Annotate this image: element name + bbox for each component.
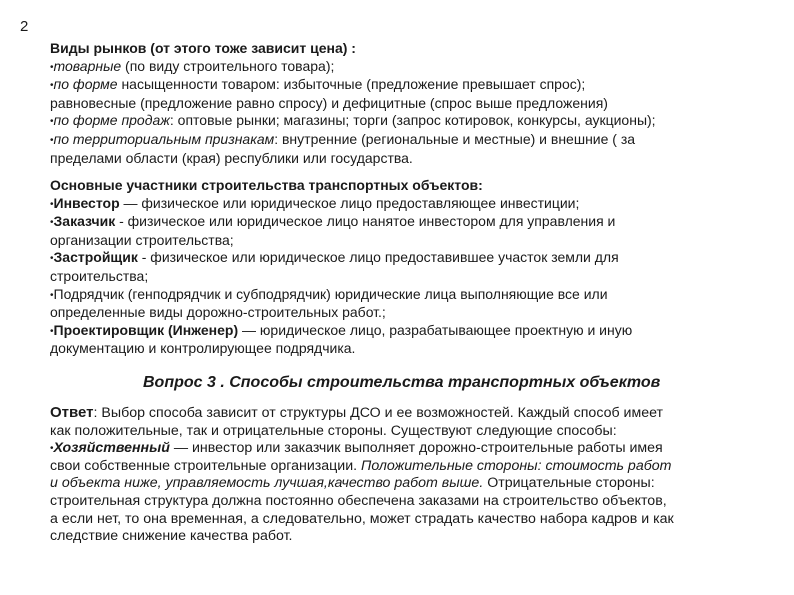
market-types-section: [50, 40, 762, 167]
method-term: Хозяйственный: [53, 440, 170, 457]
answer-line: Ответ: Выбор способа зависит от структуры ДСО и ее возможностей. Каждый способ имеет: [50, 404, 664, 421]
list-item: •Заказчик - физическое или юридическое лицо нанятое инвестором для управления и: [50, 213, 616, 230]
list-item: •по территориальным признакам: внутренние (региональные и местные) и внешние ( за: [50, 130, 636, 147]
list-item-continuation: организации строительства;: [50, 231, 234, 248]
answer-line: следствие снижение качества работ.: [50, 528, 293, 545]
list-item: •Подрядчик (генподрядчик и субподрядчик) юридические лица выполняющие все или: [50, 285, 608, 302]
answer-line: •Хозяйственный — инвестор или заказчик выполняет дорожно-строительные работы имея: [50, 440, 663, 457]
list-item-continuation: равновесные (предложение равно спросу) и дефицитные (спрос выше предложения): [50, 94, 608, 111]
answer-label: Ответ: [50, 404, 94, 421]
list-item-continuation: определенные виды дорожно-строительных работ.;: [50, 304, 386, 321]
answer-line: как положительные, так и отрицательные стороны. Существуют следующие способы:: [50, 422, 617, 439]
participants-title: Основные участники строительства транспортных объектов:: [50, 177, 483, 193]
answer-line: и объекта ниже, управляемость лучшая,качество работ выше. Отрицательные стороны:: [50, 475, 655, 492]
list-item: •товарные (по виду строительного товара);: [50, 57, 335, 74]
list-item-continuation: пределами области (края) республики или государства.: [50, 149, 413, 166]
answer-line: строительная структура должна постоянно обеспечена заказами на строительство объектов,: [50, 492, 667, 509]
list-item: •Застройщик - физическое или юридическое лицо предоставившее участок земли для: [50, 249, 619, 266]
answer-section: [50, 404, 762, 546]
list-item: •по форме продаж: оптовые рынки; магазины; торги (запрос котировок, конкурсы, аукционы);: [50, 112, 656, 129]
list-item: •Инвестор — физическое или юридическое лицо предоставляющее инвестиции;: [50, 194, 580, 211]
list-item: •Проектировщик (Инженер) — юридическое лицо, разрабатывающее проектную и иную: [50, 321, 633, 338]
question-heading: Вопрос 3 . Способы строительства транспортных объектов: [143, 374, 661, 391]
participants-section: [50, 177, 762, 358]
answer-line: а если нет, то она временная, а следовательно, может страдать качество набора кадров и как: [50, 510, 674, 527]
answer-line: свои собственные строительные организации. Положительные стороны: стоимость работ: [50, 457, 672, 474]
list-item: •по форме насыщенности товаром: избыточные (предложение превышает спрос);: [50, 76, 586, 93]
list-item-continuation: строительства;: [50, 267, 149, 284]
page-number: 2: [20, 18, 29, 35]
list-item-continuation: документацию и контролирующее подрядчика.: [50, 340, 356, 357]
market-types-title: Виды рынков (от этого тоже зависит цена) :: [50, 40, 356, 56]
